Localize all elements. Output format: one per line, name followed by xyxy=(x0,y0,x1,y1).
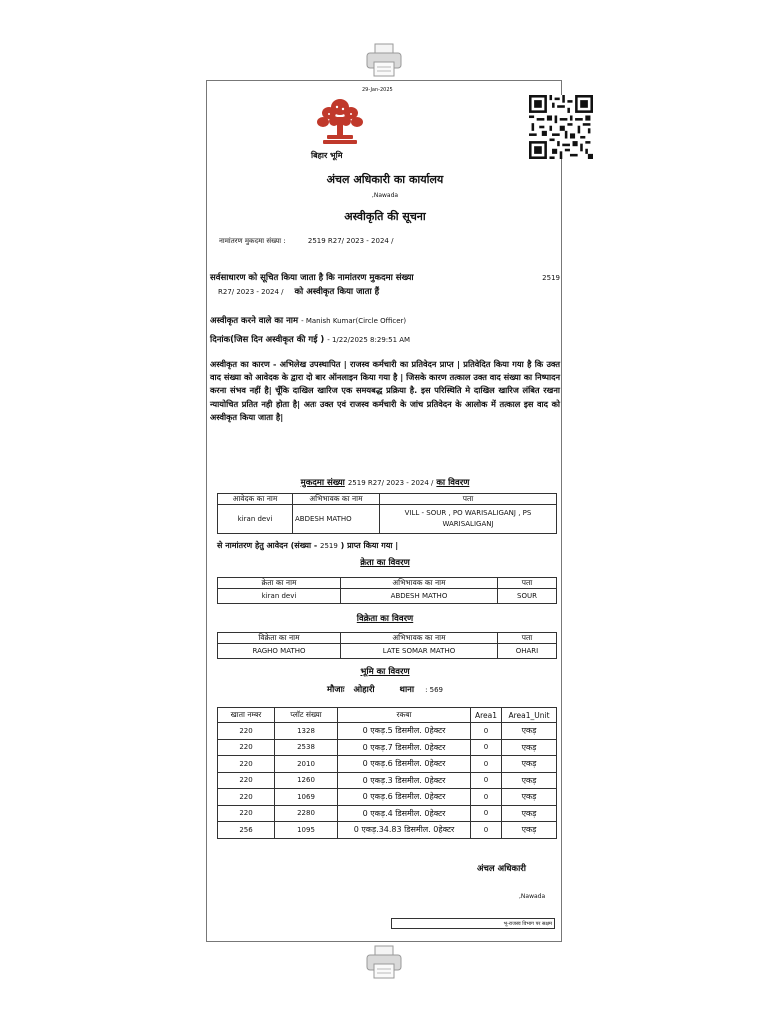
table-header: पता xyxy=(498,578,557,589)
table-header: आवेदक का नाम xyxy=(218,494,293,505)
table-cell: 0 एकड़.6 डिसमील. 0हेक्टर xyxy=(338,789,471,806)
table-cell: 0 एकड़.4 डिसमील. 0हेक्टर xyxy=(338,805,471,822)
table-header: विक्रेता का नाम xyxy=(218,633,341,644)
land-section-title: भूमि का विवरण xyxy=(360,667,410,677)
buyer-table xyxy=(217,577,557,604)
case-number-value: 2519 R27/ 2023 - 2024 / xyxy=(307,237,394,245)
table-cell: 220 xyxy=(218,723,275,740)
table-cell: 220 xyxy=(218,739,275,756)
table-cell: 0 एकड़.5 डिसमील. 0हेक्टर xyxy=(338,723,471,740)
case-number-label: नामांतरण मुकदमा संख्या : xyxy=(219,237,286,245)
table-cell: 256 xyxy=(218,822,275,839)
table-cell: OHARI xyxy=(498,644,557,659)
received-prefix: से नामांतरण हेतु आवेदन (संख्या - xyxy=(217,541,318,550)
print-button-top[interactable] xyxy=(364,42,404,78)
table-header: Area1 xyxy=(471,708,502,723)
received-number: 2519 xyxy=(320,542,338,550)
table-row xyxy=(218,789,557,806)
table-row xyxy=(218,644,557,659)
thana-label: थाना xyxy=(399,685,415,695)
table-header: Area1_Unit xyxy=(502,708,557,723)
table-cell: SOUR xyxy=(498,589,557,604)
rejected-date-label: दिनांक(जिस दिन अस्वीकृत की गई ) xyxy=(210,335,325,345)
received-suffix: ) प्राप्त किया गया | xyxy=(340,541,399,550)
logo-label: बिहार भूमि xyxy=(311,151,343,160)
table-header-row xyxy=(218,578,557,589)
table-header-row xyxy=(218,708,557,723)
bodhi-tree-emblem-icon xyxy=(313,95,367,147)
table-row xyxy=(218,723,557,740)
thana-value: : 569 xyxy=(425,686,444,694)
table-header: प्लॉट संख्या xyxy=(275,708,338,723)
case-detail-heading xyxy=(207,477,563,488)
table-cell: एकड़ xyxy=(502,739,557,756)
rejected-date-value: - 1/22/2025 8:29:51 AM xyxy=(327,336,411,344)
table-cell: kiran devi xyxy=(218,589,341,604)
reason-label: अस्वीकृत का कारण - xyxy=(210,359,277,369)
table-cell: 0 xyxy=(471,739,502,756)
table-row xyxy=(218,822,557,839)
table-cell: RAGHO MATHO xyxy=(218,644,341,659)
table-header: पता xyxy=(498,633,557,644)
table-cell: VILL - SOUR , PO WARISALIGANJ , PS WARISALIGANJ xyxy=(380,505,557,534)
table-cell: 0 xyxy=(471,805,502,822)
mauja-value: ओहारी xyxy=(353,685,375,695)
land-table xyxy=(217,707,557,839)
table-cell: LATE SOMAR MATHO xyxy=(341,644,498,659)
table-header-row xyxy=(218,494,557,505)
table-cell: 0 xyxy=(471,822,502,839)
table-cell: एकड़ xyxy=(502,756,557,773)
table-cell: 1328 xyxy=(275,723,338,740)
table-cell: 0 xyxy=(471,756,502,773)
seller-table xyxy=(217,632,557,659)
table-cell: 0 एकड़.6 डिसमील. 0हेक्टर xyxy=(338,756,471,773)
table-cell: 2280 xyxy=(275,805,338,822)
table-cell: 220 xyxy=(218,789,275,806)
mauja-label: मौजाः xyxy=(326,685,345,695)
notice-text: सर्वसाधारण को सूचित किया जाता है कि नामांतरण मुकदमा संख्या xyxy=(210,273,414,283)
printer-icon xyxy=(364,944,404,980)
table-cell: 220 xyxy=(218,772,275,789)
table-cell: 220 xyxy=(218,805,275,822)
notice-title: अस्वीकृति की सूचना xyxy=(344,210,426,223)
table-header: अभिभावक का नाम xyxy=(341,633,498,644)
table-cell: 1260 xyxy=(275,772,338,789)
table-row xyxy=(218,805,557,822)
table-row xyxy=(218,505,557,534)
rejected-by-line xyxy=(210,315,406,326)
signature-place: ,Nawada xyxy=(519,893,546,900)
office-title: अंचल अधिकारी का कार्यालय xyxy=(326,173,444,186)
case-detail-label: मुकदमा संख्या xyxy=(300,478,345,488)
table-header: क्रेता का नाम xyxy=(218,578,341,589)
table-row xyxy=(218,739,557,756)
table-cell: 2538 xyxy=(275,739,338,756)
rejected-date-line xyxy=(210,334,410,345)
print-date: 29-Jan-2025 xyxy=(362,87,393,93)
reason-text: अभिलेख उपस्थापित | राजस्व कर्मचारी का प्रतिवेदन प्राप्त | प्रतिवेदित किया गया है कि उक्त वाद संख्या को आवेदक के द्वारा दो बार ऑनलाइन किया गया है | जिसके कारण तत्काल उक्त वाद संख्या का निष्पादन करना संभव नहीं है| चूँकि दाखिल खारिज एक समयबद्ध प्रक्रिया है. इस परिस्थिति मे दाखिल खारिज लंबित रखना न्यायोचित प्रतित नही होता है| अतः उक्त एवं राजस्व कर्मचारी के जांच प्रतिवेदन के आलोक में तत्काल इस वाद को अस्वीकृत किया जाता है| xyxy=(210,359,560,422)
table-cell: kiran devi xyxy=(218,505,293,534)
signature-title: अंचल अधिकारी xyxy=(477,864,526,874)
table-cell: 220 xyxy=(218,756,275,773)
notice-paragraph xyxy=(210,271,560,299)
table-cell: 2010 xyxy=(275,756,338,773)
rejection-reason xyxy=(210,358,560,424)
table-cell: 0 xyxy=(471,723,502,740)
case-number-line xyxy=(219,237,393,246)
table-row xyxy=(218,589,557,604)
notice-case-ref: R27/ 2023 - 2024 / xyxy=(218,288,284,296)
table-cell: ABDESH MATHO xyxy=(341,589,498,604)
notice-number: 2519 xyxy=(542,274,560,282)
table-cell: ABDESH MATHO xyxy=(293,505,380,534)
table-header: खाता नम्बर xyxy=(218,708,275,723)
notice-suffix: को अस्वीकृत किया जाता हैं xyxy=(294,287,380,297)
table-header: अभिभावक का नाम xyxy=(341,578,498,589)
table-header: पता xyxy=(380,494,557,505)
table-cell: 0 xyxy=(471,789,502,806)
case-detail-suffix: का विवरण xyxy=(436,478,470,488)
table-header: रकबा xyxy=(338,708,471,723)
application-received-line xyxy=(217,540,398,551)
table-header: अभिभावक का नाम xyxy=(293,494,380,505)
table-cell: एकड़ xyxy=(502,772,557,789)
mauja-line xyxy=(207,684,563,695)
table-cell: 1095 xyxy=(275,822,338,839)
rejected-by-value: - Manish Kumar(Circle Officer) xyxy=(301,317,407,325)
qr-code-icon xyxy=(529,95,593,159)
rejection-notice-document xyxy=(206,80,562,942)
table-cell: एकड़ xyxy=(502,723,557,740)
seller-section-title: विक्रेता का विवरण xyxy=(356,614,414,624)
table-cell: 0 xyxy=(471,772,502,789)
table-row xyxy=(218,756,557,773)
applicant-table xyxy=(217,493,557,534)
footer-box: भू-राजस्व विभाग पर सक्षम xyxy=(391,918,555,929)
table-cell: 1069 xyxy=(275,789,338,806)
table-row xyxy=(218,772,557,789)
table-cell: एकड़ xyxy=(502,805,557,822)
printer-icon xyxy=(364,42,404,78)
table-header-row xyxy=(218,633,557,644)
table-cell: एकड़ xyxy=(502,822,557,839)
table-cell: 0 एकड़.3 डिसमील. 0हेक्टर xyxy=(338,772,471,789)
office-place: ,Nawada xyxy=(371,192,399,199)
table-cell: 0 एकड़.34.83 डिसमील. 0हेक्टर xyxy=(338,822,471,839)
buyer-section-title: क्रेता का विवरण xyxy=(360,558,410,568)
print-button-bottom[interactable] xyxy=(364,944,404,980)
table-cell: एकड़ xyxy=(502,789,557,806)
rejected-by-label: अस्वीकृत करने वाले का नाम xyxy=(210,316,299,326)
table-cell: 0 एकड़.7 डिसमील. 0हेक्टर xyxy=(338,739,471,756)
case-detail-value: 2519 R27/ 2023 - 2024 / xyxy=(347,479,434,487)
